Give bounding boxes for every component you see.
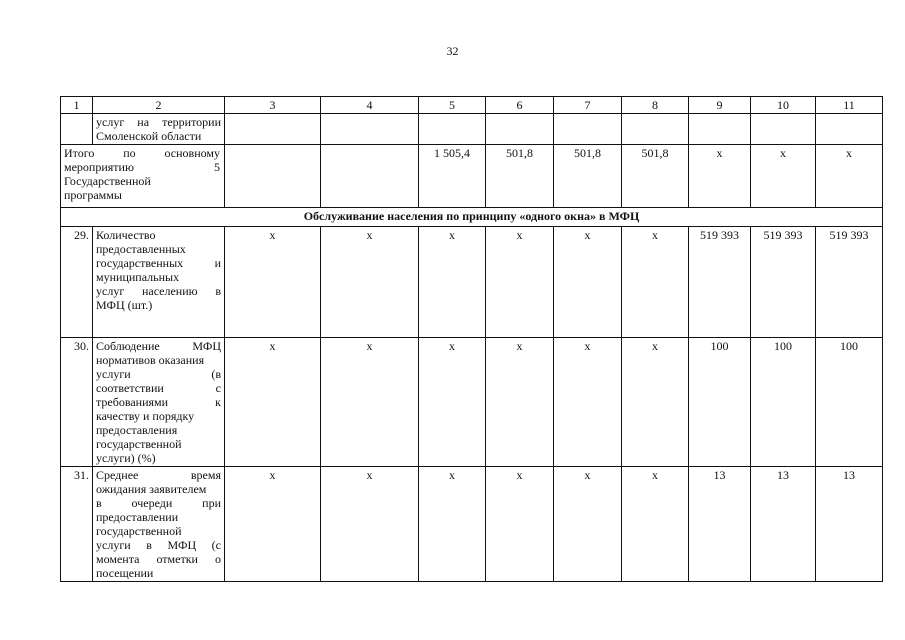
table-cell: х: [486, 467, 554, 582]
table-cell: х: [225, 227, 321, 338]
total-line: программы: [64, 188, 122, 202]
table-cell: 519 393: [816, 227, 883, 338]
row-number: 31.: [61, 467, 93, 582]
row-description: [93, 227, 225, 338]
table-cell: [554, 114, 622, 145]
table-cell: 519 393: [689, 227, 751, 338]
indicators-table: [60, 96, 883, 582]
column-number: 3: [225, 97, 321, 114]
description-line: предоставления: [96, 423, 178, 437]
table-cell: [689, 114, 751, 145]
description-line: государственных и: [96, 256, 221, 270]
row-number: [61, 114, 93, 145]
total-line: мероприятию 5: [64, 160, 220, 174]
table-cell: 100: [751, 338, 816, 467]
description-line: в очереди при: [96, 496, 221, 510]
table-cell: х: [554, 227, 622, 338]
table-cell: [751, 114, 816, 145]
description-line: посещении: [96, 566, 154, 580]
description-line: услуги в МФЦ (с: [96, 538, 221, 552]
table-cell: [225, 145, 321, 208]
section-title: Обслуживание населения по принципу «одного окна» в МФЦ: [61, 208, 883, 227]
column-number: 1: [61, 97, 93, 114]
description-line: услуг на территории: [96, 115, 221, 129]
column-number: 7: [554, 97, 622, 114]
column-number: 2: [93, 97, 225, 114]
table-cell: х: [554, 338, 622, 467]
table-cell: [321, 114, 419, 145]
table-cell: [486, 114, 554, 145]
table-row: [61, 338, 883, 467]
description-line: Смоленской области: [96, 129, 202, 143]
column-number: 5: [419, 97, 486, 114]
column-number: 9: [689, 97, 751, 114]
table-cell: 501,8: [554, 145, 622, 208]
row-number: 30.: [61, 338, 93, 467]
description-line: услуг населению в: [96, 284, 221, 298]
table-cell: 13: [751, 467, 816, 582]
table-cell: 519 393: [751, 227, 816, 338]
table-cell: 13: [816, 467, 883, 582]
table-cell: х: [321, 227, 419, 338]
description-line: Количество: [96, 228, 156, 242]
table-cell: х: [486, 338, 554, 467]
table-row: [61, 467, 883, 582]
column-number: 10: [751, 97, 816, 114]
table-cell: х: [689, 145, 751, 208]
row-description: [93, 467, 225, 582]
table-cell: х: [225, 338, 321, 467]
section-row: [61, 208, 883, 227]
table-cell: 100: [689, 338, 751, 467]
table-cell: [419, 114, 486, 145]
table-cell: 13: [689, 467, 751, 582]
description-line: услуги (в: [96, 367, 221, 381]
total-line: Государственной: [64, 174, 151, 188]
table-cell: х: [419, 467, 486, 582]
description-line: услуги) (%): [96, 451, 156, 465]
description-line: требованиями к: [96, 395, 221, 409]
description-line: предоставлении: [96, 510, 179, 524]
table-cell: 100: [816, 338, 883, 467]
table-row: [61, 227, 883, 338]
description-line: муниципальных: [96, 270, 180, 284]
table-cell: [321, 145, 419, 208]
table-cell: х: [225, 467, 321, 582]
row-number: 29.: [61, 227, 93, 338]
description-line: Среднее время: [96, 468, 221, 482]
column-numbers-row: [61, 97, 883, 114]
table-cell: х: [321, 338, 419, 467]
table-cell: х: [486, 227, 554, 338]
description-line: качеству и порядку: [96, 409, 195, 423]
row-description: [93, 114, 225, 145]
table-cell: х: [816, 145, 883, 208]
description-line: Соблюдение МФЦ: [96, 339, 221, 353]
table-cell: [622, 114, 689, 145]
description-line: предоставленных: [96, 242, 186, 256]
description-line: МФЦ (шт.): [96, 298, 153, 312]
table-cell: х: [751, 145, 816, 208]
table-cell: х: [622, 338, 689, 467]
table-cell: х: [554, 467, 622, 582]
description-line: нормативов оказания: [96, 353, 205, 367]
column-number: 6: [486, 97, 554, 114]
column-number: 8: [622, 97, 689, 114]
table-cell: х: [419, 227, 486, 338]
continuation-row: [61, 114, 883, 145]
column-number: 4: [321, 97, 419, 114]
table-cell: х: [622, 467, 689, 582]
table-cell: х: [321, 467, 419, 582]
table-cell: [225, 114, 321, 145]
description-line: ожидания заявителем: [96, 482, 207, 496]
table-cell: [816, 114, 883, 145]
row-description: [93, 338, 225, 467]
total-line: Итого по основному: [64, 146, 220, 160]
total-label: [61, 145, 225, 208]
table-cell: х: [622, 227, 689, 338]
table-cell: 501,8: [622, 145, 689, 208]
table-cell: 501,8: [486, 145, 554, 208]
column-number: 11: [816, 97, 883, 114]
description-line: государственной: [96, 524, 182, 538]
description-line: государственной: [96, 437, 182, 451]
total-row: [61, 145, 883, 208]
page-number: 32: [446, 44, 459, 58]
description-line: соответствии с: [96, 381, 221, 395]
description-line: момента отметки о: [96, 552, 221, 566]
table-cell: х: [419, 338, 486, 467]
table-cell: 1 505,4: [419, 145, 486, 208]
